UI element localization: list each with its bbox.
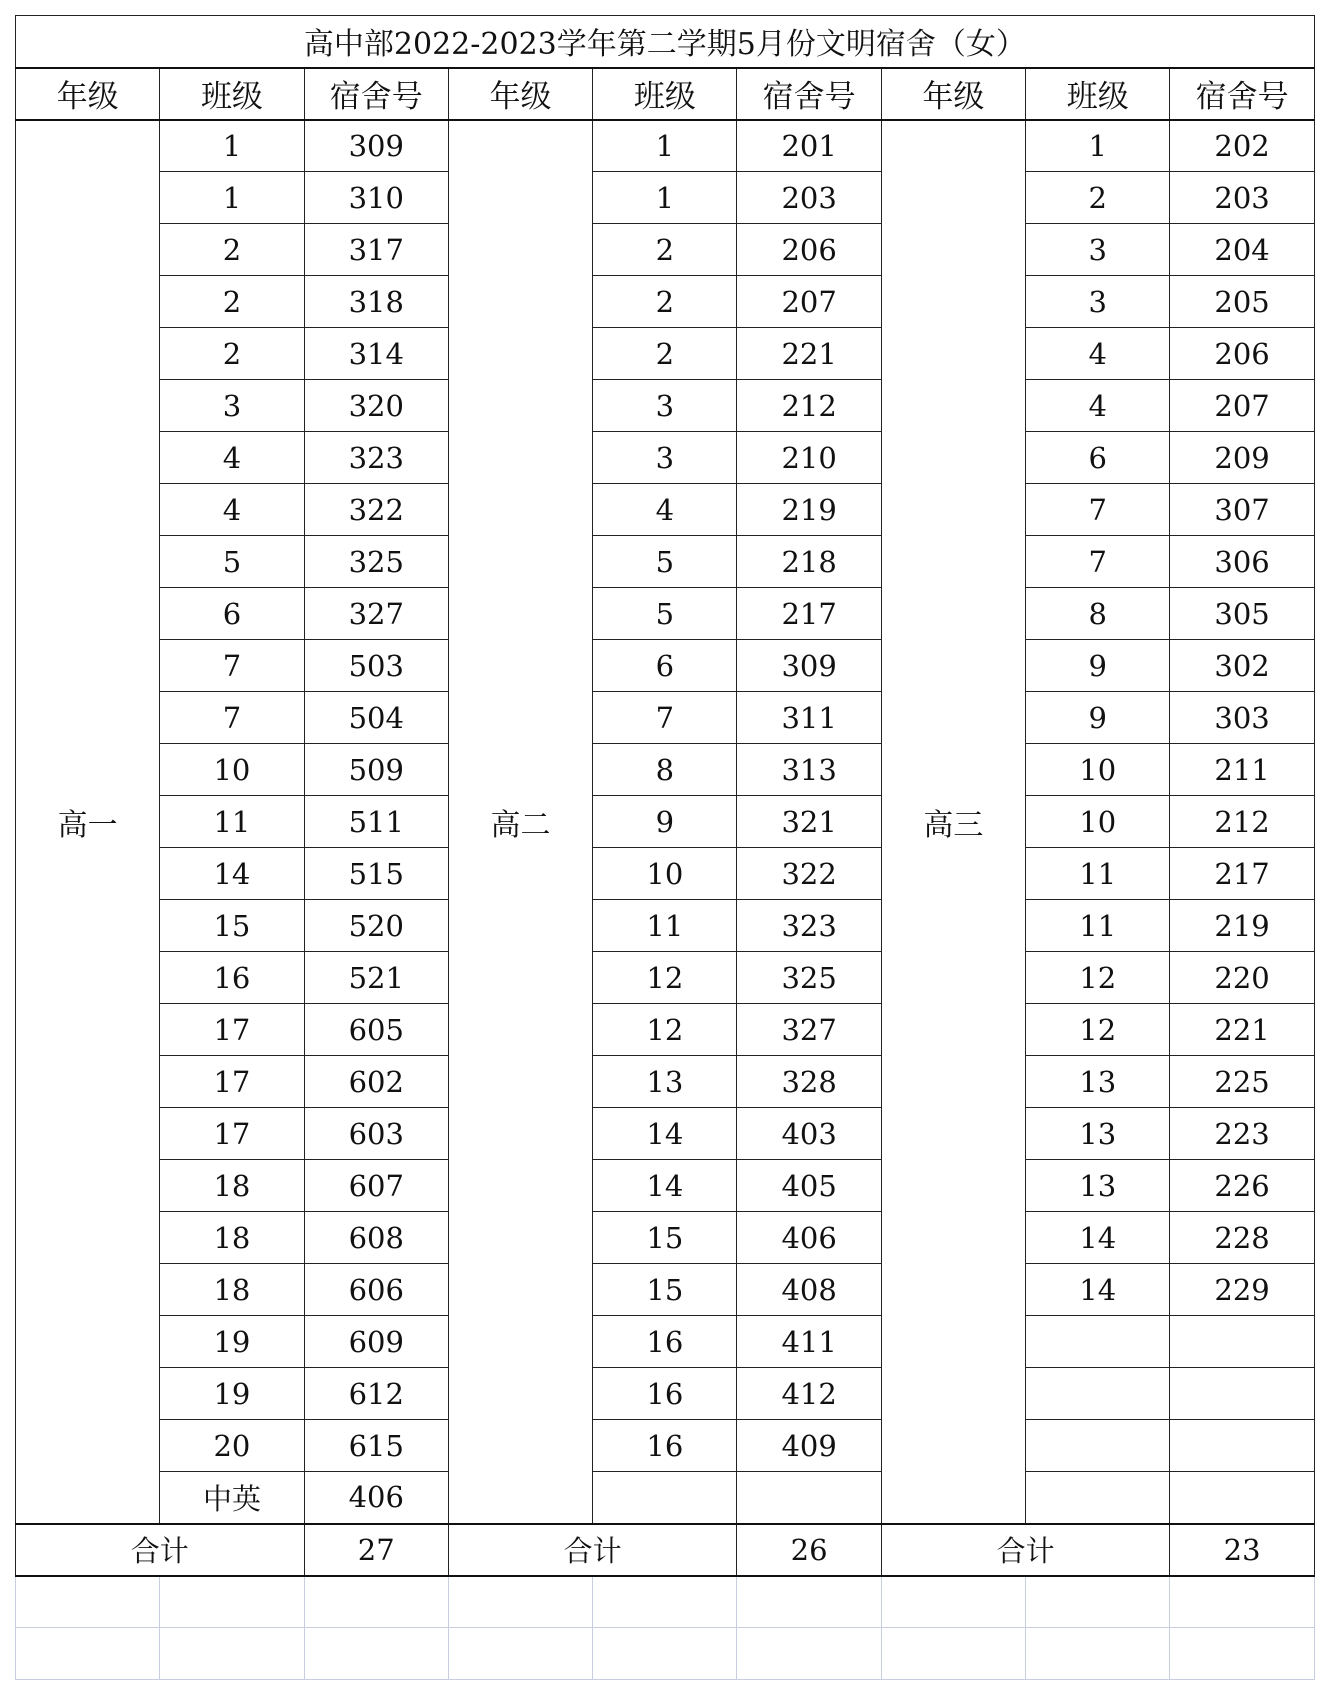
empty-row xyxy=(16,1576,1315,1628)
class-cell: 11 xyxy=(1026,848,1170,900)
total-label-2: 合计 xyxy=(448,1524,737,1576)
room-cell: 509 xyxy=(304,744,448,796)
class-cell: 14 xyxy=(593,1160,737,1212)
room-cell: 328 xyxy=(737,1056,881,1108)
class-cell: 2 xyxy=(593,224,737,276)
table-row xyxy=(16,1316,1315,1368)
class-cell: 2 xyxy=(593,328,737,380)
class-cell: 2 xyxy=(160,328,304,380)
header-room-3: 宿舍号 xyxy=(1170,68,1314,120)
room-cell: 302 xyxy=(1170,640,1314,692)
class-cell: 1 xyxy=(160,120,304,172)
header-class-1: 班级 xyxy=(160,68,304,120)
table-row xyxy=(16,380,1315,432)
room-cell: 320 xyxy=(304,380,448,432)
class-cell: 8 xyxy=(593,744,737,796)
class-cell: 15 xyxy=(593,1212,737,1264)
table-row xyxy=(16,1160,1315,1212)
class-cell: 14 xyxy=(160,848,304,900)
room-cell: 406 xyxy=(304,1472,448,1524)
empty-cell xyxy=(304,1576,448,1628)
class-cell: 3 xyxy=(160,380,304,432)
class-cell: 2 xyxy=(1026,172,1170,224)
room-cell xyxy=(1170,1420,1314,1472)
class-cell: 5 xyxy=(593,588,737,640)
room-cell: 303 xyxy=(1170,692,1314,744)
room-cell: 314 xyxy=(304,328,448,380)
room-cell: 221 xyxy=(737,328,881,380)
class-cell: 11 xyxy=(593,900,737,952)
room-cell: 608 xyxy=(304,1212,448,1264)
room-cell: 305 xyxy=(1170,588,1314,640)
class-cell: 17 xyxy=(160,1108,304,1160)
class-cell: 1 xyxy=(593,120,737,172)
table-row xyxy=(16,796,1315,848)
header-class-2: 班级 xyxy=(593,68,737,120)
header-room-1: 宿舍号 xyxy=(304,68,448,120)
room-cell: 603 xyxy=(304,1108,448,1160)
room-cell: 212 xyxy=(737,380,881,432)
class-cell: 11 xyxy=(1026,900,1170,952)
room-cell: 207 xyxy=(1170,380,1314,432)
table-row xyxy=(16,1472,1315,1524)
class-cell: 3 xyxy=(1026,276,1170,328)
class-cell: 3 xyxy=(1026,224,1170,276)
class-cell: 13 xyxy=(1026,1056,1170,1108)
room-cell: 503 xyxy=(304,640,448,692)
table-row xyxy=(16,536,1315,588)
room-cell: 406 xyxy=(737,1212,881,1264)
room-cell: 409 xyxy=(737,1420,881,1472)
grade-cell-1: 高一 xyxy=(16,120,160,1524)
empty-cell xyxy=(737,1576,881,1628)
room-cell: 203 xyxy=(1170,172,1314,224)
class-cell: 13 xyxy=(1026,1108,1170,1160)
room-cell: 605 xyxy=(304,1004,448,1056)
room-cell: 612 xyxy=(304,1368,448,1420)
empty-cell xyxy=(593,1576,737,1628)
class-cell: 10 xyxy=(1026,796,1170,848)
room-cell: 220 xyxy=(1170,952,1314,1004)
room-cell: 221 xyxy=(1170,1004,1314,1056)
table-row xyxy=(16,276,1315,328)
class-cell: 16 xyxy=(593,1420,737,1472)
class-cell: 3 xyxy=(593,432,737,484)
header-class-3: 班级 xyxy=(1026,68,1170,120)
room-cell: 313 xyxy=(737,744,881,796)
class-cell: 5 xyxy=(160,536,304,588)
table-row xyxy=(16,900,1315,952)
class-cell: 16 xyxy=(593,1368,737,1420)
room-cell xyxy=(737,1472,881,1524)
empty-cell xyxy=(304,1628,448,1680)
table-row xyxy=(16,1108,1315,1160)
class-cell: 7 xyxy=(1026,536,1170,588)
room-cell: 520 xyxy=(304,900,448,952)
class-cell: 1 xyxy=(1026,120,1170,172)
class-cell: 14 xyxy=(593,1108,737,1160)
header-grade-3: 年级 xyxy=(881,68,1025,120)
room-cell: 309 xyxy=(737,640,881,692)
room-cell: 411 xyxy=(737,1316,881,1368)
room-cell: 318 xyxy=(304,276,448,328)
class-cell: 16 xyxy=(160,952,304,1004)
class-cell: 17 xyxy=(160,1056,304,1108)
room-cell: 228 xyxy=(1170,1212,1314,1264)
grade-cell-2: 高二 xyxy=(448,120,592,1524)
room-cell: 217 xyxy=(1170,848,1314,900)
table-row xyxy=(16,1212,1315,1264)
class-cell: 19 xyxy=(160,1316,304,1368)
room-cell: 229 xyxy=(1170,1264,1314,1316)
civilized-dormitory-table xyxy=(15,15,1315,1680)
class-cell: 1 xyxy=(160,172,304,224)
room-cell: 212 xyxy=(1170,796,1314,848)
class-cell: 12 xyxy=(1026,952,1170,1004)
room-cell: 202 xyxy=(1170,120,1314,172)
room-cell: 607 xyxy=(304,1160,448,1212)
title-row xyxy=(16,16,1315,68)
table-row xyxy=(16,1368,1315,1420)
room-cell: 602 xyxy=(304,1056,448,1108)
class-cell: 1 xyxy=(593,172,737,224)
empty-cell xyxy=(881,1628,1025,1680)
room-cell: 201 xyxy=(737,120,881,172)
class-cell: 6 xyxy=(593,640,737,692)
class-cell xyxy=(1026,1472,1170,1524)
room-cell: 515 xyxy=(304,848,448,900)
room-cell: 317 xyxy=(304,224,448,276)
room-cell: 219 xyxy=(1170,900,1314,952)
room-cell: 207 xyxy=(737,276,881,328)
room-cell xyxy=(1170,1316,1314,1368)
class-cell: 4 xyxy=(1026,328,1170,380)
class-cell: 12 xyxy=(593,1004,737,1056)
class-cell: 中英 xyxy=(160,1472,304,1524)
room-cell xyxy=(1170,1368,1314,1420)
class-cell: 3 xyxy=(593,380,737,432)
class-cell: 15 xyxy=(593,1264,737,1316)
empty-cell xyxy=(881,1576,1025,1628)
class-cell: 18 xyxy=(160,1160,304,1212)
class-cell: 14 xyxy=(1026,1264,1170,1316)
room-cell: 223 xyxy=(1170,1108,1314,1160)
room-cell: 615 xyxy=(304,1420,448,1472)
table-row xyxy=(16,848,1315,900)
table-title: 高中部2022-2023学年第二学期5月份文明宿舍（女） xyxy=(16,16,1315,68)
table-row xyxy=(16,1264,1315,1316)
class-cell: 14 xyxy=(1026,1212,1170,1264)
class-cell xyxy=(1026,1368,1170,1420)
class-cell: 4 xyxy=(593,484,737,536)
room-cell: 307 xyxy=(1170,484,1314,536)
room-cell: 327 xyxy=(304,588,448,640)
total-value-1: 27 xyxy=(304,1524,448,1576)
room-cell: 310 xyxy=(304,172,448,224)
room-cell: 217 xyxy=(737,588,881,640)
room-cell: 327 xyxy=(737,1004,881,1056)
room-cell: 311 xyxy=(737,692,881,744)
class-cell: 10 xyxy=(1026,744,1170,796)
class-cell: 7 xyxy=(1026,484,1170,536)
room-cell: 606 xyxy=(304,1264,448,1316)
empty-cell xyxy=(160,1628,304,1680)
class-cell: 7 xyxy=(593,692,737,744)
class-cell: 4 xyxy=(1026,380,1170,432)
room-cell: 405 xyxy=(737,1160,881,1212)
class-cell: 9 xyxy=(593,796,737,848)
class-cell: 7 xyxy=(160,640,304,692)
room-cell: 325 xyxy=(304,536,448,588)
room-cell: 211 xyxy=(1170,744,1314,796)
room-cell: 205 xyxy=(1170,276,1314,328)
room-cell: 209 xyxy=(1170,432,1314,484)
empty-cell xyxy=(1170,1576,1314,1628)
room-cell: 408 xyxy=(737,1264,881,1316)
class-cell: 18 xyxy=(160,1264,304,1316)
room-cell: 218 xyxy=(737,536,881,588)
total-label-3: 合计 xyxy=(881,1524,1170,1576)
empty-cell xyxy=(160,1576,304,1628)
room-cell: 219 xyxy=(737,484,881,536)
empty-cell xyxy=(593,1628,737,1680)
class-cell: 2 xyxy=(160,224,304,276)
table-row xyxy=(16,172,1315,224)
room-cell: 325 xyxy=(737,952,881,1004)
class-cell: 2 xyxy=(593,276,737,328)
table-row xyxy=(16,692,1315,744)
empty-cell xyxy=(16,1576,160,1628)
class-cell xyxy=(1026,1420,1170,1472)
empty-cell xyxy=(1026,1576,1170,1628)
class-cell: 12 xyxy=(593,952,737,1004)
class-cell: 17 xyxy=(160,1004,304,1056)
room-cell: 322 xyxy=(737,848,881,900)
class-cell: 6 xyxy=(160,588,304,640)
class-cell: 11 xyxy=(160,796,304,848)
room-cell: 322 xyxy=(304,484,448,536)
header-room-2: 宿舍号 xyxy=(737,68,881,120)
class-cell: 4 xyxy=(160,484,304,536)
room-cell: 203 xyxy=(737,172,881,224)
class-cell: 19 xyxy=(160,1368,304,1420)
room-cell: 504 xyxy=(304,692,448,744)
class-cell: 20 xyxy=(160,1420,304,1472)
empty-cell xyxy=(1170,1628,1314,1680)
room-cell: 321 xyxy=(737,796,881,848)
room-cell: 204 xyxy=(1170,224,1314,276)
class-cell: 15 xyxy=(160,900,304,952)
class-cell: 12 xyxy=(1026,1004,1170,1056)
empty-cell xyxy=(448,1576,592,1628)
table-row xyxy=(16,588,1315,640)
room-cell: 210 xyxy=(737,432,881,484)
header-grade-2: 年级 xyxy=(448,68,592,120)
room-cell: 323 xyxy=(304,432,448,484)
class-cell: 4 xyxy=(160,432,304,484)
room-cell xyxy=(1170,1472,1314,1524)
class-cell: 6 xyxy=(1026,432,1170,484)
empty-cell xyxy=(16,1628,160,1680)
table-row xyxy=(16,640,1315,692)
table-row xyxy=(16,432,1315,484)
room-cell: 521 xyxy=(304,952,448,1004)
class-cell: 9 xyxy=(1026,640,1170,692)
room-cell: 226 xyxy=(1170,1160,1314,1212)
table-row xyxy=(16,484,1315,536)
class-cell: 10 xyxy=(160,744,304,796)
class-cell: 16 xyxy=(593,1316,737,1368)
table-row xyxy=(16,328,1315,380)
class-cell: 18 xyxy=(160,1212,304,1264)
header-grade-1: 年级 xyxy=(16,68,160,120)
total-value-2: 26 xyxy=(737,1524,881,1576)
room-cell: 306 xyxy=(1170,536,1314,588)
table-row xyxy=(16,1004,1315,1056)
room-cell: 323 xyxy=(737,900,881,952)
total-label-1: 合计 xyxy=(16,1524,305,1576)
table-row xyxy=(16,952,1315,1004)
empty-cell xyxy=(1026,1628,1170,1680)
room-cell: 609 xyxy=(304,1316,448,1368)
class-cell: 8 xyxy=(1026,588,1170,640)
class-cell: 2 xyxy=(160,276,304,328)
class-cell: 7 xyxy=(160,692,304,744)
class-cell: 5 xyxy=(593,536,737,588)
empty-cell xyxy=(737,1628,881,1680)
room-cell: 511 xyxy=(304,796,448,848)
table-row xyxy=(16,120,1315,172)
room-cell: 206 xyxy=(1170,328,1314,380)
class-cell: 13 xyxy=(1026,1160,1170,1212)
room-cell: 206 xyxy=(737,224,881,276)
room-cell: 309 xyxy=(304,120,448,172)
class-cell xyxy=(1026,1316,1170,1368)
room-cell: 225 xyxy=(1170,1056,1314,1108)
total-row xyxy=(16,1524,1315,1576)
room-cell: 412 xyxy=(737,1368,881,1420)
table-row xyxy=(16,224,1315,276)
dormitory-table-sheet xyxy=(15,15,1314,1681)
room-cell: 403 xyxy=(737,1108,881,1160)
header-row xyxy=(16,68,1315,120)
class-cell: 9 xyxy=(1026,692,1170,744)
grade-cell-3: 高三 xyxy=(881,120,1025,1524)
empty-row xyxy=(16,1628,1315,1680)
table-row xyxy=(16,1056,1315,1108)
class-cell: 10 xyxy=(593,848,737,900)
total-value-3: 23 xyxy=(1170,1524,1314,1576)
table-row xyxy=(16,744,1315,796)
class-cell xyxy=(593,1472,737,1524)
empty-cell xyxy=(448,1628,592,1680)
class-cell: 13 xyxy=(593,1056,737,1108)
table-row xyxy=(16,1420,1315,1472)
